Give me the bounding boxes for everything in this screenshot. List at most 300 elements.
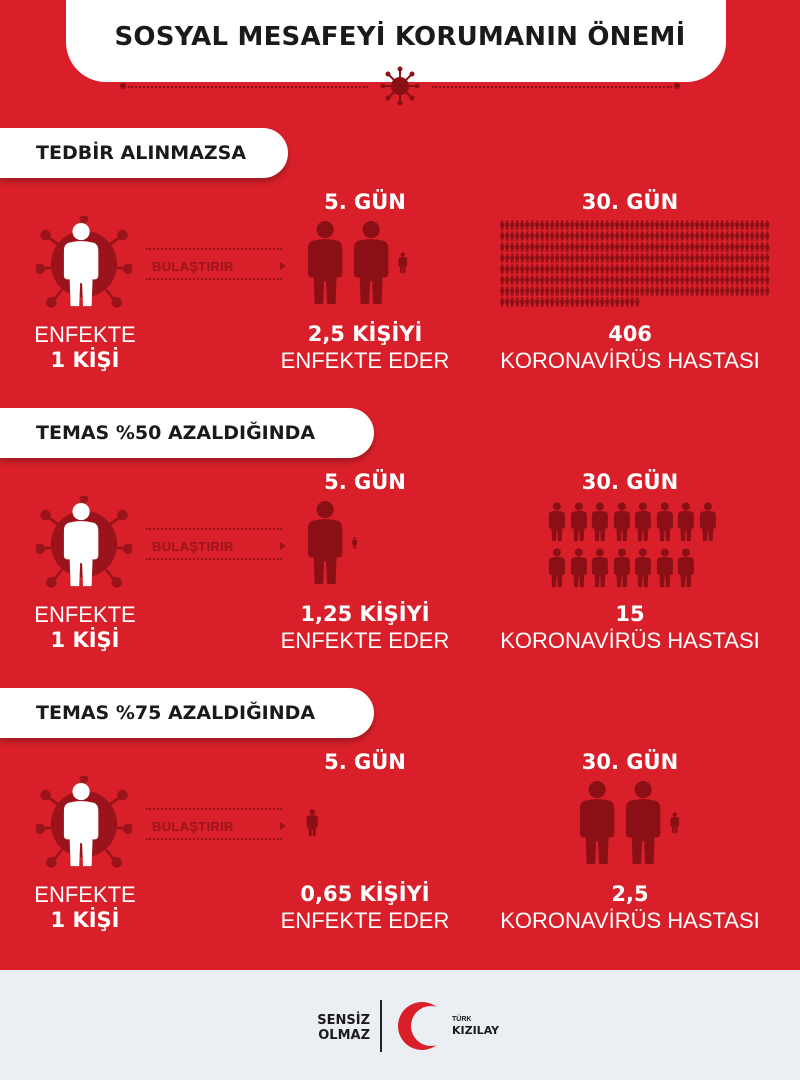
dotted-line bbox=[146, 808, 282, 810]
person-icon bbox=[605, 264, 610, 274]
person-icon bbox=[745, 231, 750, 241]
person-icon bbox=[570, 502, 590, 542]
person-icon bbox=[685, 286, 690, 296]
person-icon bbox=[525, 242, 530, 252]
person-icon bbox=[745, 220, 750, 230]
person-icon bbox=[615, 297, 620, 307]
person-icon bbox=[575, 275, 580, 285]
person-icon bbox=[555, 242, 560, 252]
person-icon bbox=[505, 242, 510, 252]
person-icon bbox=[510, 231, 515, 241]
person-icon bbox=[565, 297, 570, 307]
day5-caption: ENFEKTE EDER bbox=[280, 908, 450, 933]
person-icon bbox=[640, 264, 645, 274]
spreads-connector bbox=[146, 248, 286, 288]
person-icon bbox=[675, 242, 680, 252]
person-icon bbox=[760, 231, 765, 241]
person-icon bbox=[615, 220, 620, 230]
person-icon bbox=[625, 220, 630, 230]
arrow-icon bbox=[280, 262, 286, 270]
person-icon bbox=[510, 275, 515, 285]
person-icon bbox=[745, 275, 750, 285]
person-icon bbox=[690, 286, 695, 296]
person-icon bbox=[635, 220, 640, 230]
person-icon bbox=[645, 242, 650, 252]
arrow-icon bbox=[280, 822, 286, 830]
person-icon bbox=[505, 286, 510, 296]
person-icon bbox=[725, 286, 730, 296]
person-icon bbox=[645, 264, 650, 274]
person-icon bbox=[705, 231, 710, 241]
person-icon bbox=[555, 275, 560, 285]
person-icon bbox=[505, 231, 510, 241]
person-icon bbox=[705, 242, 710, 252]
person-icon bbox=[515, 264, 520, 274]
person-icon bbox=[720, 264, 725, 274]
person-icon bbox=[730, 220, 735, 230]
person-icon bbox=[560, 242, 565, 252]
person-icon bbox=[615, 231, 620, 241]
person-icon bbox=[677, 548, 697, 588]
infected-count: 1 KİŞİ bbox=[50, 908, 120, 932]
person-icon bbox=[665, 242, 670, 252]
spreads-connector bbox=[146, 808, 286, 848]
person-icon bbox=[500, 286, 505, 296]
person-icon bbox=[700, 231, 705, 241]
person-icon bbox=[535, 297, 540, 307]
slogan bbox=[300, 1013, 370, 1043]
infected-count: 1 KİŞİ bbox=[50, 348, 120, 372]
person-icon bbox=[545, 220, 550, 230]
person-icon bbox=[590, 264, 595, 274]
person-icon bbox=[535, 275, 540, 285]
person-icon bbox=[760, 242, 765, 252]
person-icon bbox=[675, 253, 680, 263]
person-icon bbox=[715, 242, 720, 252]
person-icon bbox=[700, 253, 705, 263]
person-icon bbox=[505, 264, 510, 274]
person-icon bbox=[560, 286, 565, 296]
person-icon bbox=[545, 231, 550, 241]
person-icon bbox=[550, 242, 555, 252]
decor-dot bbox=[120, 83, 126, 89]
person-icon bbox=[690, 231, 695, 241]
person-icon bbox=[665, 264, 670, 274]
person-icon bbox=[580, 253, 585, 263]
person-icon bbox=[595, 231, 600, 241]
person-icon bbox=[650, 275, 655, 285]
person-icon bbox=[745, 242, 750, 252]
person-icon bbox=[570, 253, 575, 263]
person-icon bbox=[750, 253, 755, 263]
day30-title: 30. GÜN bbox=[581, 750, 679, 774]
person-icon bbox=[620, 286, 625, 296]
person-icon bbox=[520, 286, 525, 296]
person-icon bbox=[550, 253, 555, 263]
person-icon bbox=[615, 242, 620, 252]
person-icon bbox=[620, 264, 625, 274]
infected-label: ENFEKTE bbox=[34, 322, 136, 347]
person-icon bbox=[570, 242, 575, 252]
person-icon bbox=[645, 231, 650, 241]
spreads-connector bbox=[146, 528, 286, 568]
person-icon bbox=[675, 231, 680, 241]
person-icon bbox=[735, 275, 740, 285]
person-icon bbox=[695, 275, 700, 285]
infected-label: ENFEKTE bbox=[34, 882, 136, 907]
person-icon bbox=[625, 231, 630, 241]
person-icon bbox=[605, 253, 610, 263]
person-icon bbox=[595, 297, 600, 307]
person-icon bbox=[510, 297, 515, 307]
person-icon bbox=[765, 253, 770, 263]
person-icon bbox=[655, 286, 660, 296]
person-icon bbox=[725, 242, 730, 252]
person-icon bbox=[750, 220, 755, 230]
person-icon bbox=[645, 275, 650, 285]
person-icon bbox=[610, 297, 615, 307]
person-icon bbox=[505, 253, 510, 263]
person-icon bbox=[699, 502, 719, 542]
person-icon bbox=[725, 253, 730, 263]
person-icon bbox=[510, 286, 515, 296]
person-icon bbox=[705, 220, 710, 230]
person-icon bbox=[580, 242, 585, 252]
person-icon bbox=[605, 220, 610, 230]
day30-caption: KORONAVİRÜS HASTASI bbox=[500, 908, 760, 933]
person-icon bbox=[500, 264, 505, 274]
person-icon bbox=[660, 275, 665, 285]
person-icon bbox=[570, 548, 590, 588]
person-icon bbox=[750, 231, 755, 241]
person-icon bbox=[510, 220, 515, 230]
person-icon bbox=[575, 297, 580, 307]
person-icon bbox=[625, 297, 630, 307]
person-icon bbox=[570, 286, 575, 296]
person-icon bbox=[634, 502, 654, 542]
person-icon bbox=[710, 264, 715, 274]
person-icon bbox=[515, 286, 520, 296]
person-icon bbox=[680, 275, 685, 285]
person-icon bbox=[515, 253, 520, 263]
person-icon bbox=[750, 275, 755, 285]
person-icon bbox=[610, 231, 615, 241]
day5-caption: ENFEKTE EDER bbox=[280, 628, 450, 653]
person-icon bbox=[505, 275, 510, 285]
day30-value: 15 bbox=[615, 602, 645, 626]
person-icon bbox=[600, 264, 605, 274]
person-icon bbox=[650, 231, 655, 241]
person-icon bbox=[630, 242, 635, 252]
person-icon bbox=[352, 500, 358, 586]
person-icon bbox=[578, 780, 622, 866]
person-icon bbox=[505, 220, 510, 230]
person-icon bbox=[555, 286, 560, 296]
person-icon bbox=[710, 275, 715, 285]
person-icon bbox=[680, 231, 685, 241]
person-icon bbox=[580, 220, 585, 230]
person-icon bbox=[695, 220, 700, 230]
day30-value: 406 bbox=[608, 322, 652, 346]
person-icon bbox=[595, 286, 600, 296]
section-label: TEDBİR ALINMAZSA bbox=[0, 128, 288, 178]
person-icon bbox=[575, 242, 580, 252]
person-icon bbox=[735, 253, 740, 263]
decor-line bbox=[432, 86, 672, 88]
person-icon bbox=[715, 220, 720, 230]
person-icon bbox=[575, 264, 580, 274]
person-icon bbox=[530, 275, 535, 285]
day5-caption: ENFEKTE EDER bbox=[280, 348, 450, 373]
person-icon bbox=[710, 253, 715, 263]
person-icon bbox=[520, 220, 525, 230]
day5-value: 0,65 KİŞİYİ bbox=[300, 882, 430, 906]
person-icon bbox=[740, 264, 745, 274]
person-icon bbox=[705, 275, 710, 285]
person-icon bbox=[352, 220, 396, 306]
person-icon bbox=[585, 253, 590, 263]
person-icon bbox=[725, 220, 730, 230]
person-icon bbox=[610, 275, 615, 285]
person-icon bbox=[740, 231, 745, 241]
person-icon bbox=[595, 275, 600, 285]
person-icon bbox=[655, 231, 660, 241]
person-icon bbox=[610, 220, 615, 230]
person-icon bbox=[550, 275, 555, 285]
person-icon bbox=[580, 264, 585, 274]
person-icon bbox=[590, 231, 595, 241]
person-icon bbox=[635, 297, 640, 307]
person-icon bbox=[605, 286, 610, 296]
person-icon bbox=[545, 264, 550, 274]
day30-caption: KORONAVİRÜS HASTASI bbox=[500, 348, 760, 373]
person-icon bbox=[635, 242, 640, 252]
person-icon bbox=[610, 242, 615, 252]
person-icon bbox=[670, 286, 675, 296]
person-icon bbox=[580, 231, 585, 241]
person-icon bbox=[525, 253, 530, 263]
person-icon bbox=[595, 220, 600, 230]
person-icon bbox=[550, 297, 555, 307]
person-icon bbox=[765, 286, 770, 296]
person-icon bbox=[645, 253, 650, 263]
person-icon bbox=[705, 264, 710, 274]
person-icon bbox=[535, 231, 540, 241]
person-icon bbox=[760, 264, 765, 274]
slogan-line1: SENSİZ bbox=[317, 1013, 370, 1028]
person-icon bbox=[560, 220, 565, 230]
person-icon bbox=[730, 231, 735, 241]
person-icon bbox=[650, 242, 655, 252]
person-icon bbox=[630, 275, 635, 285]
spreads-label: BULAŞTIRIR bbox=[152, 259, 234, 274]
person-icon bbox=[530, 220, 535, 230]
person-icon bbox=[700, 286, 705, 296]
person-icon bbox=[635, 275, 640, 285]
person-icon bbox=[660, 220, 665, 230]
person-icon bbox=[585, 264, 590, 274]
person-icon bbox=[560, 275, 565, 285]
person-icon bbox=[730, 286, 735, 296]
person-icon bbox=[720, 242, 725, 252]
person-icon bbox=[740, 275, 745, 285]
person-icon bbox=[656, 548, 676, 588]
person-icon bbox=[765, 231, 770, 241]
person-icon bbox=[600, 231, 605, 241]
person-icon bbox=[570, 220, 575, 230]
person-icon bbox=[640, 231, 645, 241]
red-crescent-logo bbox=[396, 1000, 448, 1052]
person-icon bbox=[570, 297, 575, 307]
day5-value: 2,5 KİŞİYİ bbox=[307, 322, 423, 346]
person-icon bbox=[670, 275, 675, 285]
day30-value: 2,5 bbox=[611, 882, 649, 906]
person-icon bbox=[510, 264, 515, 274]
person-icon bbox=[755, 220, 760, 230]
person-icon bbox=[720, 231, 725, 241]
person-icon bbox=[755, 264, 760, 274]
person-icon bbox=[630, 231, 635, 241]
person-icon bbox=[685, 242, 690, 252]
person-icon bbox=[655, 220, 660, 230]
person-icon bbox=[680, 242, 685, 252]
person-icon bbox=[655, 275, 660, 285]
person-icon bbox=[656, 502, 676, 542]
person-icon bbox=[545, 275, 550, 285]
person-icon bbox=[550, 231, 555, 241]
person-icon bbox=[520, 264, 525, 274]
person-icon bbox=[500, 220, 505, 230]
person-icon bbox=[720, 275, 725, 285]
day5-title: 5. GÜN bbox=[324, 190, 406, 214]
day30-title: 30. GÜN bbox=[581, 190, 679, 214]
infected-label: ENFEKTE bbox=[34, 602, 136, 627]
person-icon bbox=[765, 275, 770, 285]
person-icon bbox=[565, 231, 570, 241]
person-icon bbox=[535, 220, 540, 230]
dotted-line bbox=[146, 278, 282, 280]
person-icon bbox=[675, 264, 680, 274]
person-icon bbox=[670, 242, 675, 252]
person-icon bbox=[720, 220, 725, 230]
person-icon bbox=[515, 242, 520, 252]
person-icon bbox=[525, 264, 530, 274]
person-icon bbox=[590, 253, 595, 263]
person-icon bbox=[515, 275, 520, 285]
person-icon bbox=[620, 275, 625, 285]
person-icon bbox=[565, 220, 570, 230]
person-icon bbox=[560, 264, 565, 274]
person-icon bbox=[740, 220, 745, 230]
person-icon bbox=[760, 275, 765, 285]
person-icon bbox=[660, 253, 665, 263]
person-icon bbox=[575, 286, 580, 296]
person-icon bbox=[560, 297, 565, 307]
person-icon bbox=[675, 286, 680, 296]
person-icon bbox=[525, 275, 530, 285]
day5-title: 5. GÜN bbox=[324, 750, 406, 774]
person-icon bbox=[685, 253, 690, 263]
brand-small: TÜRK bbox=[452, 1016, 472, 1023]
person-icon bbox=[665, 220, 670, 230]
person-icon bbox=[735, 264, 740, 274]
person-icon bbox=[755, 242, 760, 252]
person-icon bbox=[500, 242, 505, 252]
person-icon bbox=[645, 286, 650, 296]
person-icon bbox=[765, 264, 770, 274]
person-icon bbox=[620, 220, 625, 230]
person-icon bbox=[690, 220, 695, 230]
person-icon bbox=[590, 220, 595, 230]
person-icon bbox=[715, 231, 720, 241]
person-icon bbox=[585, 220, 590, 230]
person-icon bbox=[730, 264, 735, 274]
person-icon bbox=[670, 253, 675, 263]
person-icon bbox=[545, 242, 550, 252]
person-icon bbox=[530, 242, 535, 252]
person-icon bbox=[585, 275, 590, 285]
person-icon bbox=[535, 264, 540, 274]
person-icon bbox=[545, 253, 550, 263]
person-icon bbox=[550, 264, 555, 274]
person-icon bbox=[560, 253, 565, 263]
person-icon bbox=[730, 275, 735, 285]
person-icon bbox=[680, 264, 685, 274]
person-icon bbox=[550, 220, 555, 230]
person-icon bbox=[590, 286, 595, 296]
person-icon bbox=[665, 275, 670, 285]
person-icon bbox=[600, 242, 605, 252]
person-icon bbox=[760, 253, 765, 263]
person-icon bbox=[715, 286, 720, 296]
person-icon bbox=[570, 264, 575, 274]
person-icon bbox=[625, 264, 630, 274]
person-icon bbox=[625, 286, 630, 296]
person-icon bbox=[565, 253, 570, 263]
person-icon bbox=[630, 253, 635, 263]
dotted-line bbox=[146, 248, 282, 250]
person-icon bbox=[510, 242, 515, 252]
person-icon bbox=[640, 242, 645, 252]
person-icon bbox=[750, 286, 755, 296]
person-icon bbox=[540, 275, 545, 285]
person-icon bbox=[655, 242, 660, 252]
person-icon bbox=[700, 220, 705, 230]
person-icon bbox=[590, 242, 595, 252]
person-icon bbox=[555, 264, 560, 274]
person-icon bbox=[550, 286, 555, 296]
person-icon bbox=[710, 286, 715, 296]
person-icon bbox=[665, 286, 670, 296]
person-icon bbox=[765, 220, 770, 230]
person-icon bbox=[685, 220, 690, 230]
person-icon bbox=[695, 253, 700, 263]
person-icon bbox=[600, 220, 605, 230]
person-icon bbox=[600, 275, 605, 285]
person-icon bbox=[515, 231, 520, 241]
section-label: TEMAS %50 AZALDIĞINDA bbox=[0, 408, 374, 458]
person-icon bbox=[548, 502, 568, 542]
person-icon bbox=[595, 253, 600, 263]
page-title: SOSYAL MESAFEYİ KORUMANIN ÖNEMİ bbox=[114, 22, 686, 52]
person-icon bbox=[565, 286, 570, 296]
person-icon bbox=[665, 231, 670, 241]
person-icon bbox=[580, 297, 585, 307]
person-icon bbox=[624, 780, 668, 866]
person-icon bbox=[548, 548, 568, 588]
person-icon bbox=[660, 286, 665, 296]
infected-person-icon bbox=[62, 502, 106, 588]
